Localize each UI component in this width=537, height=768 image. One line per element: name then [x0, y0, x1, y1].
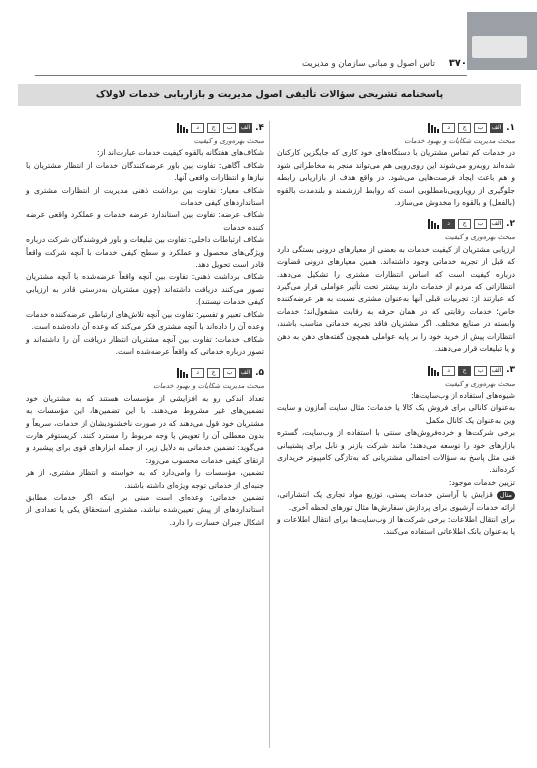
answer-option-box: ب — [474, 366, 487, 376]
answer-text: در خدمات کم تماس مشتریان با دستگاه‌های خود کاری که جایگزین کارکنان شده‌اند روبه‌رو می‌شوند این روی‌رویی هم می‌تواند منجر به مخاطراتی شود و هم باعث ایجاد فرصت‌هایی می‌شود. در واقع هدف از بازاریابی رابطه جلوگیری از رویارویی‌نامطلوبی است که روابط ارزشمند و بلندمدت بالقوه (بالفعل) و بالقوه را مخدوش می‌سازد. — [277, 148, 515, 208]
answer-paragraph — [277, 514, 515, 539]
difficulty-bar — [431, 125, 433, 133]
difficulty-bar — [431, 368, 433, 376]
difficulty-bar — [183, 127, 185, 133]
answer-text: برخی شرکت‌ها و خرده‌فروش‌های سنتی با استفاده از وب‌سایت، گستره بازارهای خود را توسعه می‌دهند؛ مانند شرکت بازنر و نابل برای پشتیبانی فنی مثل پاسخ به سؤالات احتمالی مشتریانی که به‌تازگی کامپیوتر خریداری کرده‌اند. — [277, 428, 515, 475]
answer-option-box: د — [442, 123, 455, 133]
answer-paragraph — [26, 234, 264, 271]
answer-option-box: ب — [474, 219, 487, 229]
page-header — [35, 58, 467, 72]
answer-text: قزایش یا آراستن خدمات پستی، توزیع مواد تجاری یک انتشاراتی، ارائه خدمات آرشیوی برای پردازش سفارش‌ها مثال تورهای لحظه آخری. — [277, 490, 515, 512]
question-header — [26, 366, 264, 380]
answer-paragraph — [277, 402, 515, 427]
question-number: ۱. — [506, 122, 515, 133]
answer-option-box: ب — [223, 123, 236, 133]
answer-text: شکاف‌های هفتگانه بالقوه کیفیت خدمات عبارت‌اند از: — [96, 148, 264, 158]
answer-option-box: ج — [207, 123, 220, 133]
difficulty-bar — [434, 127, 436, 133]
answer-option-box: الف — [240, 369, 251, 377]
answer-text: شکاف عرضه: تفاوت بین استاندارد عرضه خدمات و عملکرد واقعی عرضه کننده خدمات — [26, 210, 264, 232]
answer-paragraph — [26, 185, 264, 210]
answer-paragraph — [277, 427, 515, 477]
difficulty-bars-icon — [428, 123, 439, 133]
answer-text: برای انتقال اطلاعات: برخی شرکت‌ها از وب‌سایت‌ها برای انتقال اطلاعات و یا به‌عنوان بانک اطلاعاتی استفاده می‌کنند. — [277, 514, 515, 537]
difficulty-bar — [177, 368, 179, 378]
answer-text: تضمین، مؤسسات را وامی‌دارد که به خواسته و انتظار مشتری، از هر جنبه‌ای از خدماتی توجه ویژه‌ای داشته باشند. — [26, 468, 264, 490]
answer-option-box: الف — [491, 124, 502, 131]
answer-paragraph — [277, 477, 515, 489]
question-answer — [26, 366, 264, 529]
question-header — [277, 121, 515, 135]
answer-paragraph — [26, 492, 264, 529]
answer-option-box: د — [442, 219, 455, 229]
question-answer — [26, 121, 264, 358]
question-topic: مبحث مدیریت شکایات و بهبود خدمات — [404, 137, 515, 145]
question-answer — [277, 217, 515, 355]
answer-text: تزیین خدمات موجود: — [448, 477, 515, 487]
column-divider — [269, 121, 270, 748]
question-header — [26, 121, 264, 135]
answer-text: شیوه‌های استفاده از وب‌سایت‌ها: — [410, 390, 515, 400]
question-header — [277, 364, 515, 378]
question-answer — [277, 121, 515, 209]
question-answer — [277, 364, 515, 539]
running-title: تاس اصول و مبانی سازمان و مدیریت — [301, 59, 435, 69]
answer-option-box: ب — [474, 123, 487, 133]
answer-option-box: الف — [491, 366, 502, 374]
answer-option-box: ج — [458, 366, 471, 376]
difficulty-bars-icon — [177, 368, 188, 378]
right-column — [277, 121, 515, 547]
answer-text: تعداد اندکی رو به افزایشی از مؤسسات هستند که به مشتریان خود تضمین‌های غیر مشروط می‌دهند. با این تضمین‌ها، این مؤسسات به مشتریان خود قول می‌دهند که در صورت ناخشنودیشان از خدمات، سریعاً و بدون معطلی آن را تعویض یا وجه مربوط را مسترد کنند. کریستوفر هارت می‌گوید: تضمین خدماتی به دلایل زیر، از جمله ابزارهای قوی برای پیشبرد و ارتقای کیفی خدمات محسوب می‌رود: — [26, 393, 264, 465]
difficulty-bar — [186, 129, 188, 133]
difficulty-bar — [177, 123, 179, 133]
answer-option-box: الف — [240, 124, 251, 131]
answer-option-box: د — [191, 123, 204, 133]
answer-paragraph — [277, 489, 515, 514]
difficulty-bars-icon — [428, 219, 439, 229]
difficulty-bar — [428, 366, 430, 376]
difficulty-bar — [183, 372, 185, 378]
difficulty-bar — [428, 123, 430, 133]
answer-paragraph — [26, 393, 264, 467]
answer-paragraph — [277, 244, 515, 356]
header-rule — [35, 75, 467, 76]
chapter-tab-inner — [472, 36, 527, 58]
answer-text: شکاف برداشت ذهنی: تفاوت بین آنچه واقعاً عرضه‌شده با آنچه مشتریان تصور می‌کنند دریافت داشته‌اند (چون مشتریان به‌درستی قادر به ارزیابی کیفی خدمات نیستند). — [26, 272, 264, 307]
difficulty-bar — [437, 225, 439, 229]
difficulty-bar — [437, 372, 439, 376]
answer-option-box: ج — [207, 368, 220, 378]
example-badge: مثال — [497, 491, 515, 500]
chapter-tab — [467, 12, 537, 70]
answer-paragraph — [277, 390, 515, 402]
answer-text: شکاف تعبیر و تفسیر: تفاوت بین آنچه تلاش‌های ارتباطی عرضه‌کننده خدمات وعده آن را داده‌اند با آنچه مشتری فکر می‌کند که وعده آن داده‌شده است. — [26, 309, 264, 332]
answer-text: شکاف خدمات: تفاوت بین آنچه مشتریان انتظار دریافت آن را داشته‌اند و تصور درباره خدماتی که واقعاً عرضه‌شده است. — [26, 334, 264, 356]
answer-paragraph — [26, 209, 264, 234]
difficulty-bar — [186, 374, 188, 378]
answer-paragraph — [26, 467, 264, 492]
answer-paragraph — [26, 160, 264, 185]
answer-paragraph — [26, 147, 264, 159]
difficulty-bar — [434, 223, 436, 229]
answer-option-box: ب — [223, 368, 236, 378]
question-topic: مبحث بهره‌وری و کیفیت — [193, 137, 264, 145]
answer-paragraph — [26, 309, 264, 334]
question-number: ۲. — [506, 219, 515, 230]
answer-text: شکاف ارتباطات داخلی: تفاوت بین تبلیغات و باور فروشندگان شرکت درباره ویژگی‌های محصول و عملکرد و سطح کیفی خدمات با آنچه شرکت واقعاً قادر است تحویل دهد. — [26, 235, 264, 270]
difficulty-bar — [437, 129, 439, 133]
difficulty-bars-icon — [177, 123, 188, 133]
difficulty-bar — [428, 219, 430, 229]
answer-option-box: د — [191, 368, 204, 378]
question-topic: مبحث بهره‌وری و کیفیت — [444, 233, 515, 242]
answer-text: به‌عنوان کانالی برای فروش یک کالا یا خدمات: مثال سایت آمازون و سایت وین به‌عنوان یک کانال مکمل — [277, 403, 515, 425]
answer-option-box: ج — [458, 123, 471, 133]
difficulty-bars-icon — [428, 366, 439, 376]
question-number: ۳. — [506, 365, 515, 376]
difficulty-bar — [431, 221, 433, 229]
difficulty-bar — [180, 125, 182, 133]
difficulty-bar — [180, 370, 182, 378]
answer-paragraph — [277, 147, 515, 209]
answer-text: ارزیابی مشتریان از کیفیت خدمات به بعضی از معیارهای درونی بستگی دارد که قبل از تجربه خدماتی وجود داشته‌اند. همین معیارهای درونی قضاوت درباره کیفیت است که اساس انتظارات مشتری را تشکیل می‌دهد. انتظاراتی که مردم از خدمات دارند بیشتر تحت تأثیر عواملی قرار می‌گیرد که عبارتند از: تجربیات قبلی آنها به‌عنوان مشتری نسبت به هر عرضه‌کننده خاص؛ خدمات رقابتی که در همان حرفه به رقابت مشغول‌اند؛ خدمات وابسته در صنایع مختلف. اگر مشتریان فاقد تجربه خدماتی مناسب باشند، انتظارات پیش از خرید خود را بر پایه عواملی همچون گفته‌های دهن به دهن و یا تبلیغات قرار می‌دهند. — [277, 244, 515, 354]
answer-option-box: ج — [458, 219, 471, 229]
section-title: پاسخنامه تشریحی سؤالات تألیفی اصول مدیریت و بازاریابی خدمات لاولاک — [18, 84, 521, 106]
answer-text: تضمین خدماتی: وعده‌ای است مبنی بر اینکه اگر خدمات مطابق استانداردهای از پیش تعیین‌شده نباشد، مشتری استحقاق یکی یا تعدادی از اشکال جبران خسارت را دارد. — [26, 492, 264, 527]
question-number: ۴. — [255, 122, 264, 133]
answer-paragraph — [26, 271, 264, 308]
answer-option-box: الف — [491, 220, 502, 228]
question-number: ۵. — [255, 368, 264, 379]
question-topic: مبحث بهره‌وری و کیفیت — [444, 379, 515, 388]
answer-text: شکاف آگاهی: تفاوت بین باور عرضه‌کنندگان خدمات از انتظار مشتریان با نیازها و انتظارات واقعی آنها. — [26, 160, 264, 183]
answer-text: شکاف معیار: تفاوت بین برداشت ذهنی مدیریت از انتظارات مشتری و استانداردهای کیفی خدمات — [26, 185, 264, 208]
answer-paragraph — [26, 334, 264, 359]
left-column — [26, 121, 264, 537]
answer-option-box: د — [442, 366, 455, 376]
question-topic: مبحث مدیریت شکایات و بهبود خدمات — [153, 382, 264, 391]
difficulty-bar — [434, 370, 436, 376]
page-number: ۳۷۰ — [448, 58, 467, 69]
question-header — [277, 217, 515, 231]
